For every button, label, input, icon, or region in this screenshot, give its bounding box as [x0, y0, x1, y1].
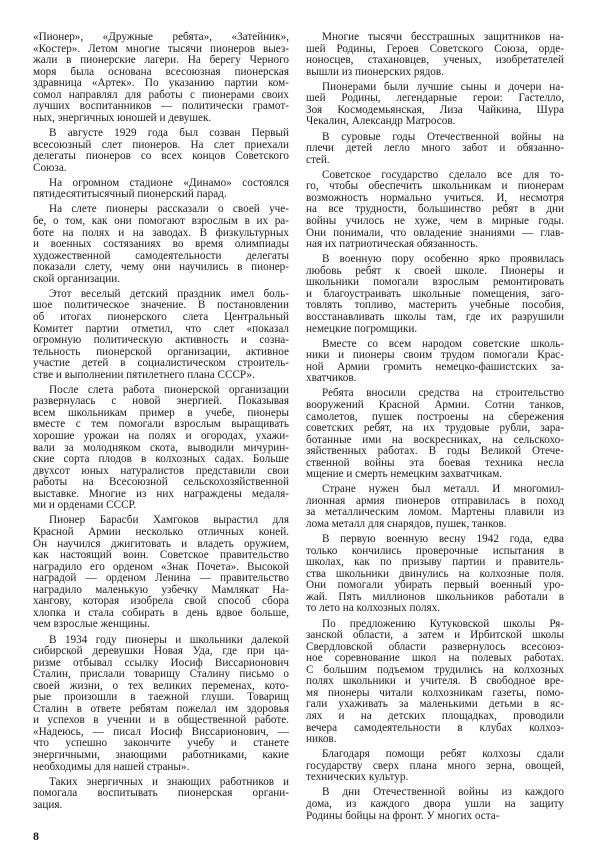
- text-line: восстанавливать школы там, где их разрушили: [306, 310, 564, 323]
- text-line: огромную политическую активность и созна-: [33, 334, 289, 347]
- paragraph: [306, 132, 564, 167]
- paragraph: [306, 82, 564, 128]
- text-line: войны училось не хуже, чем в мирные годы.: [306, 214, 564, 227]
- text-line: товлять топливо, мастерить учебные пособия,: [306, 299, 564, 312]
- text-line: Пионер Барасби Хамгоков вырастил для: [49, 514, 289, 527]
- text-line: Родины бойцы на фронт. У многих оста-: [306, 809, 500, 822]
- text-line: зация.: [33, 798, 63, 811]
- text-line: Стране нужен был металл. И многомил-: [322, 483, 564, 496]
- text-line: ники и пионеры своим трудом помогали Крас-: [306, 349, 564, 362]
- text-line: государству сверх плана много зерна, овощей,: [306, 759, 564, 772]
- text-line: шое политическое значение. В постановлении: [33, 299, 289, 312]
- text-line: Таких энергичных и знающих работников и: [49, 775, 289, 788]
- text-line: плечи детей легло много забот и обязанно-: [306, 142, 564, 155]
- text-line: вечера самодеятельности в клубах колхоз-: [306, 721, 564, 734]
- text-line: всем школьникам пример в учебе, пионеры: [33, 406, 289, 419]
- paragraph: [306, 619, 564, 746]
- right-text-column: [306, 32, 564, 826]
- text-line: Красной Армии несколько отличных коней.: [33, 525, 289, 538]
- text-line: «Костер». Летом многие тысячи пионеров выез-: [33, 42, 289, 55]
- text-line: Благодаря помощи ребят колхозы сдали: [322, 748, 564, 761]
- paragraph: [306, 787, 564, 822]
- text-line: наградило маленькую узбечку Мамлякат На-: [33, 583, 289, 596]
- text-line: здравница «Артек». По указанию партии ком-: [33, 77, 289, 90]
- text-line: лионная армия пионеров отправилась в поход: [306, 494, 564, 507]
- text-line: Сталин, прислали товарищу Сталину письмо о: [33, 668, 289, 681]
- text-line: Союза.: [33, 161, 67, 174]
- text-line: помогала воспитывать пионерская органи-: [33, 787, 289, 800]
- text-line: возможность нормально учиться. И, несмотря: [306, 191, 564, 204]
- text-line: Они помогали убирать первый военный уро-: [306, 579, 564, 592]
- text-line: Ребята вносили средства на строительство: [322, 387, 564, 400]
- paragraph: [306, 170, 564, 251]
- paragraph: [306, 32, 564, 78]
- text-line: С большим подъемом трудились на колхозных: [306, 663, 564, 676]
- text-line: технических культур.: [306, 771, 409, 784]
- text-line: Сталин в ответе ребятам пожелал им здоровья: [33, 702, 289, 715]
- text-line: ников.: [306, 733, 337, 746]
- text-line: В первую военную весну 1942 года, едва: [322, 533, 564, 546]
- text-line: стве и выполнении пятилетнего плана СССР».: [33, 368, 255, 381]
- paragraph: [306, 484, 564, 530]
- text-line: вооружений Красной Армии. Сотни танков,: [306, 398, 564, 411]
- text-line: немецкие погромщики.: [306, 322, 418, 335]
- text-line: школьники помогали взрослым ремонтировать: [306, 276, 564, 289]
- text-line: Свердловской области развернулось всесоюз-: [306, 640, 564, 653]
- paragraph: [306, 534, 564, 615]
- text-line: чем взрослые женщины.: [33, 618, 150, 631]
- text-line: любовь ребят к своей школе. Пионеры и: [306, 264, 564, 277]
- text-line: и успехов в учении и в общественной работе.: [33, 714, 289, 727]
- text-line: дома, из каждого двора ушли на защиту: [306, 797, 564, 810]
- text-line: Пионерами были лучшие сыны и дочери на-: [322, 80, 564, 93]
- text-line: ной Армии громить немецко-фашистских за-: [306, 360, 564, 373]
- text-line: жай. Пять миллионов школьников работали в: [306, 590, 564, 603]
- text-line: В дни Отечественной войны из каждого: [322, 786, 564, 799]
- text-line: боте на полях и на заводах. В физкультурных: [33, 226, 289, 239]
- text-line: ми и орденами СССР.: [33, 499, 137, 512]
- paragraph: [33, 777, 289, 812]
- paragraph: [33, 635, 289, 774]
- text-line: В 1934 году пионеры и школьники далекой: [49, 633, 289, 646]
- text-line: участие детей в социалистическом строитель-: [33, 357, 289, 370]
- paragraph: [306, 339, 564, 385]
- text-line: всесоюзный слет пионеров. На слет приехали: [33, 138, 289, 151]
- text-line: Они понимали, что овладение знаниями — глав-: [306, 226, 564, 239]
- text-line: вали за молодняком скота, выводили мичурин-: [33, 441, 289, 454]
- text-line: об итогах пионерского слета Центральный: [33, 310, 289, 323]
- text-line: Многие тысячи бесстрашных защитников на-: [322, 31, 564, 43]
- paragraph: [33, 385, 289, 512]
- text-line: необходимы для нашей страны».: [33, 760, 190, 773]
- text-line: показали слету, чему они научились в пионер-: [33, 261, 289, 274]
- text-line: ных, энергичных юношей и девушек.: [33, 111, 212, 124]
- text-line: моря была основана всесоюзная пионерская: [33, 65, 289, 78]
- text-line: хорошие урожаи на полях и огородах, ухажи-: [33, 430, 289, 443]
- text-line: ственной войны эта боевая техника несла: [306, 456, 564, 469]
- text-line: за металлическим ломом. Мартены плавили из: [306, 506, 564, 519]
- text-line: и военных состязаниях во время олимпиады: [33, 238, 289, 251]
- text-line: хангову, которая изобрела свой способ сбора: [33, 595, 289, 608]
- text-line: Зоя Космодемьянская, Лиза Чайкина, Шура: [306, 103, 564, 116]
- text-line: зяйственных работах. В годы Великой Отече-: [306, 445, 564, 458]
- page-number: 8: [33, 829, 39, 843]
- paragraph: [33, 515, 289, 630]
- text-line: Вместе со всем народом советские школь-: [322, 337, 564, 350]
- text-line: шей Родины, Героев Советского Союза, орде-: [306, 42, 564, 55]
- text-line: вышли из пионерских рядов.: [306, 65, 444, 78]
- text-line: пятидесятитысячный пионерский парад.: [33, 188, 227, 201]
- text-line: полях школьники и учителя. В свободное вре-: [306, 675, 564, 688]
- text-line: рые произошли в таежной глуши. Товарищ: [33, 691, 289, 704]
- text-line: По предложению Кутуковской школы Ря-: [322, 617, 564, 630]
- text-line: В военную пору особенно ярко проявилась: [322, 253, 564, 266]
- paragraph: [33, 204, 289, 285]
- text-line: энергичными, знающими работниками, какие: [33, 748, 289, 761]
- text-line: делегаты пионеров со всех концов Советского: [33, 150, 289, 163]
- text-line: двухсот юных натуралистов представили свои: [33, 464, 289, 477]
- text-line: ской организации.: [33, 272, 121, 285]
- text-line: лях и на детских площадках, проводили: [306, 709, 564, 722]
- paragraph: [33, 178, 289, 201]
- text-line: Комитет партии отметил, что слет «показал: [33, 322, 289, 335]
- text-line: на все трудности, большинство ребят в дни: [306, 203, 564, 216]
- text-line: Советское государство сделало все для то-: [322, 168, 564, 181]
- paragraph: [306, 254, 564, 335]
- text-line: только кончились проверочные испытания в: [306, 544, 564, 557]
- text-line: «Пионер», «Дружные ребята», «Затейник»,: [33, 31, 289, 43]
- text-line: ноносцев, стахановцев, ученых, изобретателей: [306, 54, 564, 67]
- text-line: ства школьники двинулись на колхозные поля.: [306, 567, 564, 580]
- text-line: занской области, а затем и Ирбитской школы: [306, 629, 564, 642]
- text-line: наградило его орденом «Знак Почета». Высокой: [33, 560, 289, 573]
- text-line: развернулась с новой энергией. Показывая: [33, 395, 289, 408]
- text-line: мщение и смерть немецким захватчикам.: [306, 468, 503, 481]
- paragraph: [33, 32, 289, 124]
- text-line: В августе 1929 года был созван Первый: [49, 126, 289, 139]
- text-line: лучших воспитанников — политически грамот-: [33, 100, 289, 113]
- text-line: своей жизни, о тех великих переменах, кото-: [33, 679, 289, 692]
- text-line: школах, как по призыву партии и правитель-: [306, 556, 564, 569]
- text-line: советских ребят, на их трудовые рубли, зара-: [306, 422, 564, 435]
- text-line: ризме отбывал ссылку Иосиф Виссарионович: [33, 656, 289, 669]
- text-line: «Надеюсь, — писал Иосиф Виссарионович, —: [33, 725, 289, 738]
- text-line: На слете пионеры рассказали о своей уче-: [49, 203, 289, 216]
- text-line: ботанные ими на воскресниках, на сельскохо-: [306, 433, 564, 446]
- text-line: сибирской деревушки Новая Уда, где при ца-: [33, 645, 289, 658]
- text-line: наградой — орденом Ленина — правительство: [33, 572, 289, 585]
- text-line: На огромном стадионе «Динамо» состоялся: [49, 176, 289, 189]
- paragraph: [306, 388, 564, 480]
- text-line: и благоустраивать школьные помещения, заго-: [306, 287, 564, 300]
- text-line: тельность пионерской организации, активное: [33, 345, 289, 358]
- text-line: ное соревнование школ на полевых работах.: [306, 652, 564, 665]
- paragraph: [33, 289, 289, 381]
- text-line: гали ухаживать за маленькими детьми в яс-: [306, 698, 564, 711]
- text-line: ские сорта плодов в колхозных садах. Больше: [33, 453, 289, 466]
- text-line: выставке. Многие из них награждены медаля-: [33, 487, 289, 500]
- text-line: художественной самодеятельности делегаты: [33, 249, 289, 262]
- text-line: как настоящий воин. Советское правительство: [33, 549, 289, 562]
- text-line: сомол направлял для работы с пионерами своих: [33, 88, 289, 101]
- text-line: самолетов, пушек построены на сбережения: [306, 410, 564, 423]
- text-line: Он научился джигитовать и владеть оружием,: [33, 537, 289, 550]
- text-line: работы на Всесоюзной сельскохозяйственной: [33, 476, 289, 489]
- left-text-column: [33, 32, 289, 815]
- text-line: В суровые годы Отечественной войны на: [322, 130, 564, 143]
- text-line: ная их патриотическая обязанность.: [306, 238, 479, 251]
- text-line: хлопка и стала собирать в день вдвое больше,: [33, 606, 289, 619]
- text-line: то лето на колхозных полях.: [306, 602, 441, 615]
- paragraph: [33, 128, 289, 174]
- text-line: мя пионеры читали колхозникам газеты, помо-: [306, 686, 564, 699]
- text-line: жали в пионерские лагери. На берегу Черного: [33, 54, 289, 67]
- paragraph: [306, 749, 564, 784]
- text-line: стей.: [306, 153, 330, 166]
- text-line: После слета работа пионерской организации: [49, 383, 289, 396]
- text-line: бе, о том, как они помогают взрослым в их ра-: [33, 214, 289, 227]
- text-line: хватчиков.: [306, 372, 357, 385]
- text-line: вместе с тем помогали взрослым выращивать: [33, 418, 289, 431]
- text-line: лома металл для снарядов, пушек, танков.: [306, 518, 507, 531]
- text-line: Чекалин, Александр Матросов.: [306, 115, 456, 128]
- text-line: шей Родины, легендарные герои: Гастелло,: [306, 92, 564, 105]
- text-line: Этот веселый детский праздник имел боль-: [49, 287, 289, 300]
- text-line: что успешно закончите учебу и станете: [33, 737, 289, 750]
- text-line: го, чтобы обеспечить школьникам и пионерам: [306, 180, 564, 193]
